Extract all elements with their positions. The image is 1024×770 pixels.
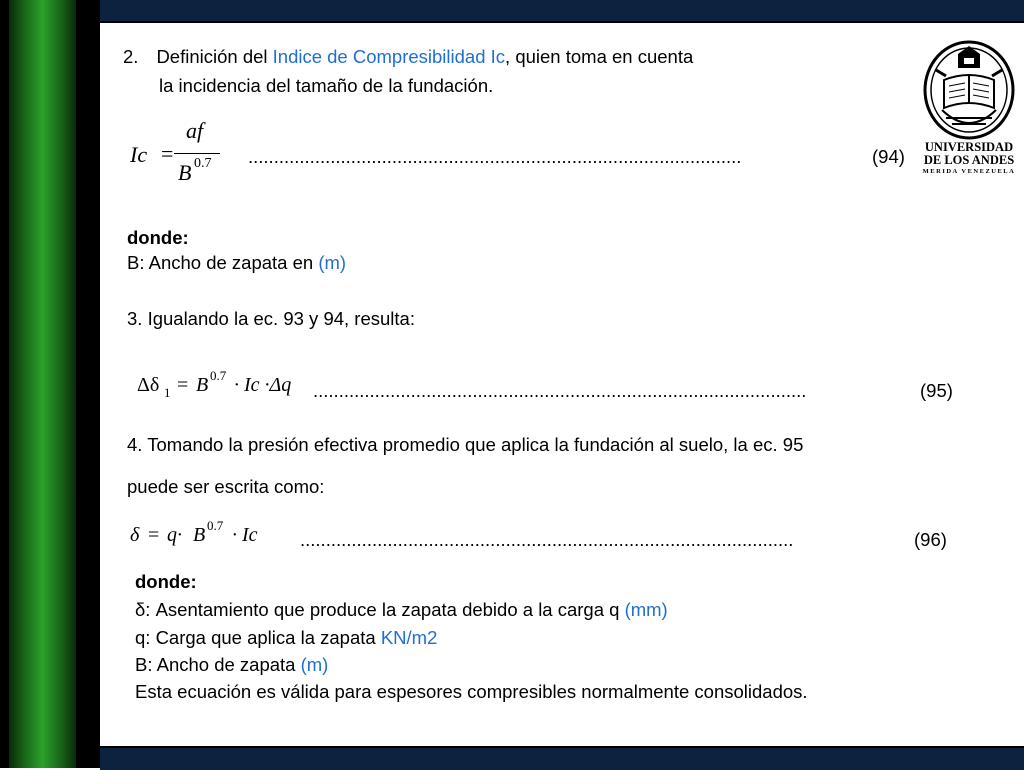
- donde2-q-unit: KN/m2: [380, 627, 438, 648]
- donde2-delta-unit: (mm): [624, 599, 668, 620]
- donde2-delta-text: δ: Asentamiento que produce la zapata debido a la carga q: [135, 599, 625, 620]
- bottom-band: [100, 746, 1024, 770]
- donde2-b-unit: (m): [300, 654, 329, 675]
- donde1-b-text: B: Ancho de zapata en: [127, 252, 319, 273]
- eq96-exponent: 0.7: [207, 518, 224, 533]
- university-logo: [922, 40, 1016, 182]
- eq96-lhs: δ: [130, 524, 140, 546]
- item2-text-post: , quien toma en cuenta: [505, 46, 694, 67]
- eq96-rest: · Ic: [232, 524, 258, 546]
- eq95-exponent: 0.7: [210, 368, 227, 383]
- item2-number: 2.: [123, 46, 139, 67]
- green-side-bar: [9, 0, 76, 768]
- logo-name-line1: UNIVERSIDAD: [924, 140, 1014, 154]
- eq95-lhs: Δδ: [137, 374, 160, 396]
- eq94-number: (94): [872, 146, 905, 167]
- donde2-note: Esta ecuación es válida para espesores compresibles normalmente consolidados.: [135, 681, 808, 702]
- item2-line1: [123, 46, 693, 68]
- donde2-b-text: B: Ancho de zapata: [135, 654, 301, 675]
- item2-line2: la incidencia del tamaño de la fundación.: [159, 75, 494, 96]
- eq96-q: q·: [167, 524, 182, 546]
- item2-text-pre: Definición del: [156, 46, 273, 67]
- eq96-leader-dots: ................................................................................................: [300, 529, 794, 550]
- item3-text: 3. Igualando la ec. 93 y 94, resulta:: [127, 308, 415, 329]
- logo-place: MERIDA VENEZUELA: [922, 168, 1016, 175]
- eq94-leader-dots: ................................................................................................: [248, 146, 742, 167]
- donde1-title: donde:: [127, 227, 189, 248]
- top-band: [100, 0, 1024, 23]
- donde1-b-line: [127, 252, 346, 274]
- eq94-exponent: 0.7: [194, 156, 212, 171]
- eq94-numerator: af: [186, 118, 204, 143]
- item2-highlight: Indice de Compresibilidad Ic: [272, 46, 506, 67]
- eq94-equals: =: [161, 141, 174, 166]
- eq96-b: B: [193, 524, 206, 546]
- eq94-denominator: B: [178, 160, 192, 185]
- eq94-lhs: Ic: [130, 142, 148, 167]
- eq95-equals: =: [177, 374, 189, 396]
- eq94-fraction-bar: [174, 153, 220, 154]
- donde1-b-unit: (m): [318, 252, 347, 273]
- eq95-rest: · Ic ·Δq: [234, 374, 292, 396]
- item4-line2: puede ser escrita como:: [127, 476, 325, 497]
- donde2-b-line: [135, 654, 328, 676]
- donde2-q-text: q: Carga que aplica la zapata: [135, 627, 381, 648]
- left-edge: [0, 0, 9, 768]
- item4-line1: 4. Tomando la presión efectiva promedio que aplica la fundación al suelo, la ec. 95: [127, 434, 804, 455]
- eq96-equals: =: [148, 524, 160, 546]
- donde2-delta-line: [135, 599, 668, 621]
- eq95-number: (95): [920, 380, 953, 401]
- eq95-leader-dots: ................................................................................................: [313, 380, 807, 401]
- eq95-b: B: [196, 374, 209, 396]
- eq95-subscript: 1: [164, 385, 171, 400]
- left-dark-stripe: [76, 0, 100, 768]
- donde2-q-line: [135, 627, 437, 649]
- donde2-title: donde:: [135, 571, 197, 592]
- university-seal-icon: [922, 40, 1016, 140]
- eq96-number: (96): [914, 529, 947, 550]
- logo-name-line2: DE LOS ANDES: [923, 153, 1015, 167]
